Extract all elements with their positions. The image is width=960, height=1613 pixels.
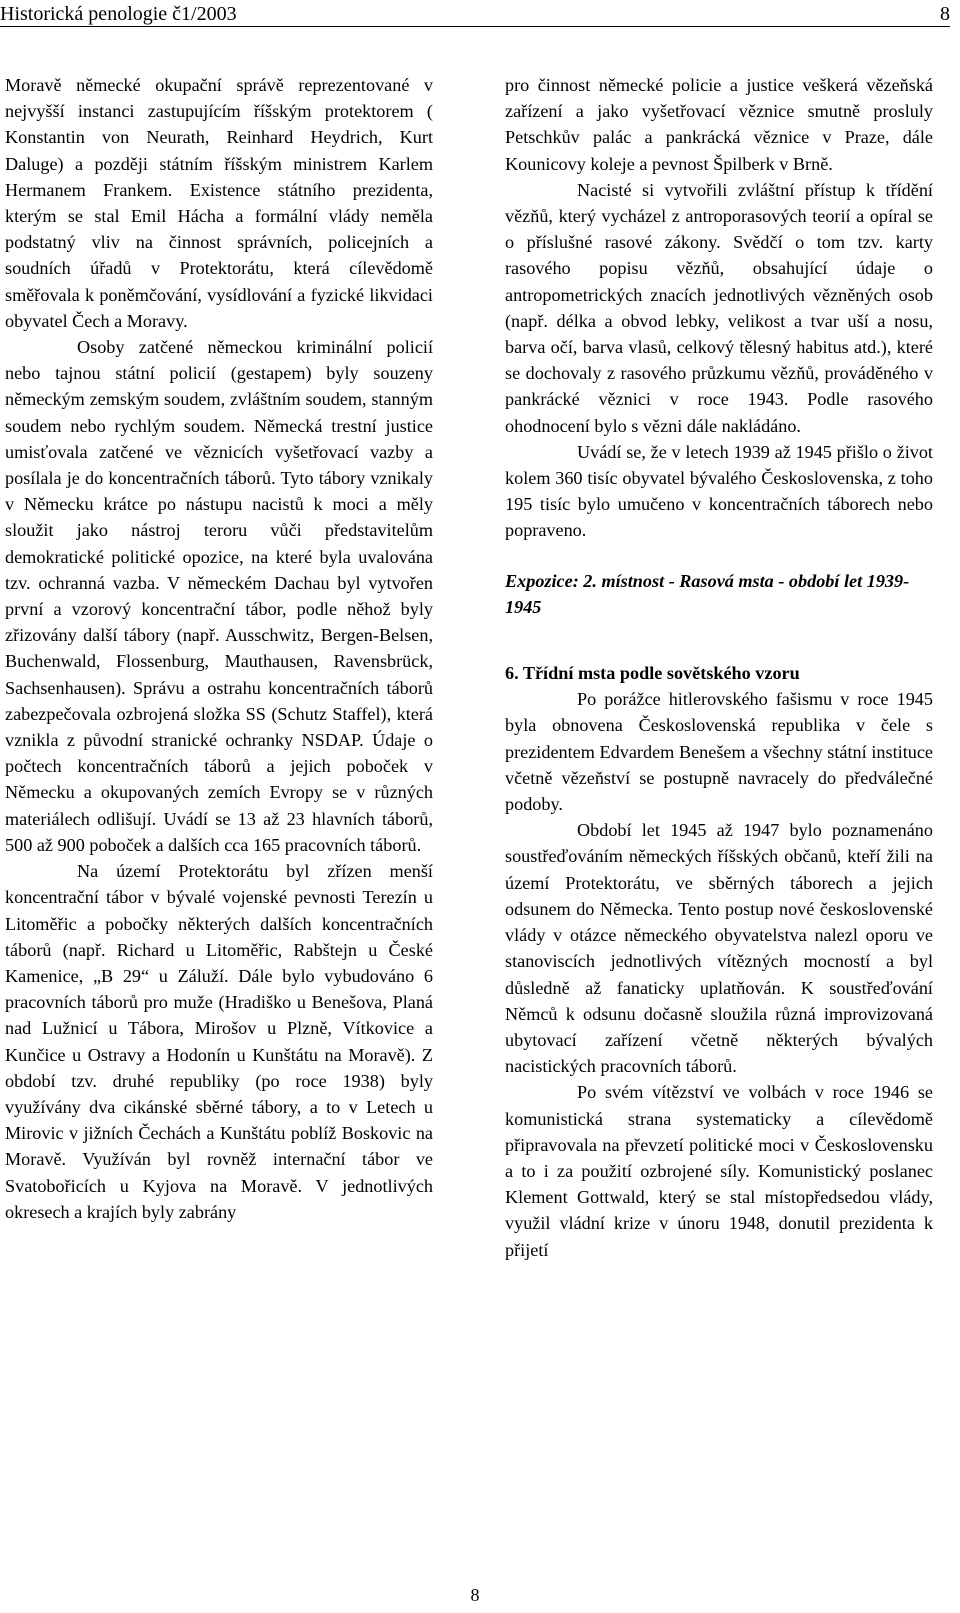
paragraph: Uvádí se, že v letech 1939 až 1945 přišlo o život kolem 360 tisíc obyvatel bývalého Československa, z toho 195 tisíc bylo umučeno v koncentračních táborech nebo popraveno.	[505, 441, 933, 541]
page-footer	[0, 1584, 950, 1606]
right-column	[505, 72, 933, 1263]
paragraph: Období let 1945 až 1947 bylo poznamenáno soustřeďováním německých říšských občanů, kteří žili na území Protektorátu, ve sběrných táborech a jejich odsunem do Německa. Tento postup nové československé vlády v otázce německého obyvatelstva nalezl oporu ve stanoviscích jednotlivých vítězných mocností a byl důsledně až fanaticky uplatňován. K soustřeďování Němců k odsunu dočasně sloužila různá improvizovaná ubytovací zařízení včetně některých bývalých nacistických pracovních táborů.	[505, 820, 933, 1077]
paragraph: Po svém vítězství ve volbách v roce 1946 se komunistická strana systematicky a cílevědomě připravovala na převzetí politické moci v Československu a to i za použití ozbrojené síly. Komunistický poslanec Klement Gottwald, který se stal místopředsedou vlády, využil vládní krize v únoru 1948, donutil prezidenta k přijetí	[505, 1082, 933, 1260]
paragraph: Po porážce hitlerovského fašismu v roce 1945 byla obnovena Československá republika v čele s prezidentem Edvardem Benešem a všechny státní instituce včetně vězeňství se postupně navracely do předválečné podoby.	[505, 689, 933, 815]
exhibition-caption: Expozice: 2. místnost - Rasová msta - období let 1939-1945	[505, 570, 910, 617]
paragraph: Nacisté si vytvořili zvláštní přístup k třídění vězňů, který vycházel z antroporasových teorií a opíral se o příslušné rasové zákony. Svědčí o tom tzv. karty rasového popisu vězňů, obsahující údaje o antropometrických znacích jednotlivých vězněných osob (např. délka a obvod lebky, velikost a tvar uší a nosu, barva očí, barva vlasů, celkový tělesný habitus atd.), které se dochovaly z rasového průzkumu vězňů, prováděného v pankrácké věznici v roce 1943. Podle rasového ohodnocení bylo s vězni dále nakládáno.	[505, 179, 933, 436]
paragraph: Osoby zatčené německou kriminální policií nebo tajnou státní policií (gestapem) byly souzeny německým zemským soudem, zvláštním soudem, stanným soudem nebo rychlým soudem. Německá trestní justice umisťovala zatčené ve věznicích vyšetřovací vazby a posílala je do koncentračních táborů. Tyto tábory vznikaly v Německu krátce po nástupu nacistů k moci a měly sloužit jako nástroj teroru vůči představitelům demokratické politické opozice, na které byla uvalována tzv. ochranná vazba. V německém Dachau byl vytvořen první a vzorový koncentrační tábor, podle něhož byly zřizovány další tábory (např. Ausschwitz, Bergen-Belsen, Buchenwald, Flossenburg, Mauthausen, Ravensbrück, Sachsenhausen). Správu a ostrahu koncentračních táborů zabezpečovala ozbrojená složka SS (Schutz Staffel), která vznikla z původní stranické ochranky NSDAP. Údaje o počtech koncentračních táborů a jejich poboček v Německu a okupovaných zemích Evropy se v různých materiálech odlišují. Uvádí se 13 až 23 hlavních táborů, 500 až 900 poboček a dalších cca 165 pracovních táborů.	[5, 337, 433, 855]
section-heading: 6. Třídní msta podle sovětského vzoru	[505, 663, 800, 684]
page-header	[0, 0, 950, 27]
paragraph: Moravě německé okupační správě reprezentované v nejvyšší instanci zastupujícím říšským protektorem ( Konstantin von Neurath, Reinhard Heydrich, Kurt Daluge) a později státním říšským ministrem Karlem Hermanem Frankem. Existence státního prezidenta, kterým se stal Emil Hácha a formální vlády neměla podstatný vliv na činnost správních, policejních a soudních úřadů v Protektorátu, která cílevědomě směřovala k poněmčování, vysídlování a fyzické likvidaci obyvatel Čech a Moravy.	[5, 75, 433, 331]
footer-page-number: 8	[470, 1585, 480, 1605]
left-column	[5, 72, 433, 1225]
journal-title: Historická penologie č1/2003	[0, 3, 237, 25]
header-page-number: 8	[940, 3, 950, 25]
paragraph: Na území Protektorátu byl zřízen menší koncentrační tábor v bývalé vojenské pevnosti Terezín u Litoměřic a pobočky některých dalších koncentračních táborů (např. Richard u Litoměřic, Rabštejn u České Kamenice, „B 29“ u Záluží. Dále bylo vybudováno 6 pracovních táborů pro muže (Hradiško u Benešova, Planá nad Lužnicí u Tábora, Mirošov u Plzně, Vítkovice a Kunčice u Ostravy a Hodonín u Kunštátu na Moravě). Z období tzv. druhé republiky (po roce 1938) byly využívány dva cikánské sběrné tábory, a to v Letech u Mirovic v jižních Čechách a Kunštátu poblíž Boskovic na Moravě. Využíván byl rovněž internační tábor ve Svatobořicích u Kyjova na Moravě. V jednotlivých okresech a krajích byly zabrány	[5, 861, 433, 1222]
paragraph: pro činnost německé policie a justice veškerá vězeňská zařízení a jako vyšetřovací věznice smutně prosluly Petschkův palác a pankrácká věznice v Praze, dále Kounicovy koleje a pevnost Špilberk v Brně.	[505, 75, 933, 174]
